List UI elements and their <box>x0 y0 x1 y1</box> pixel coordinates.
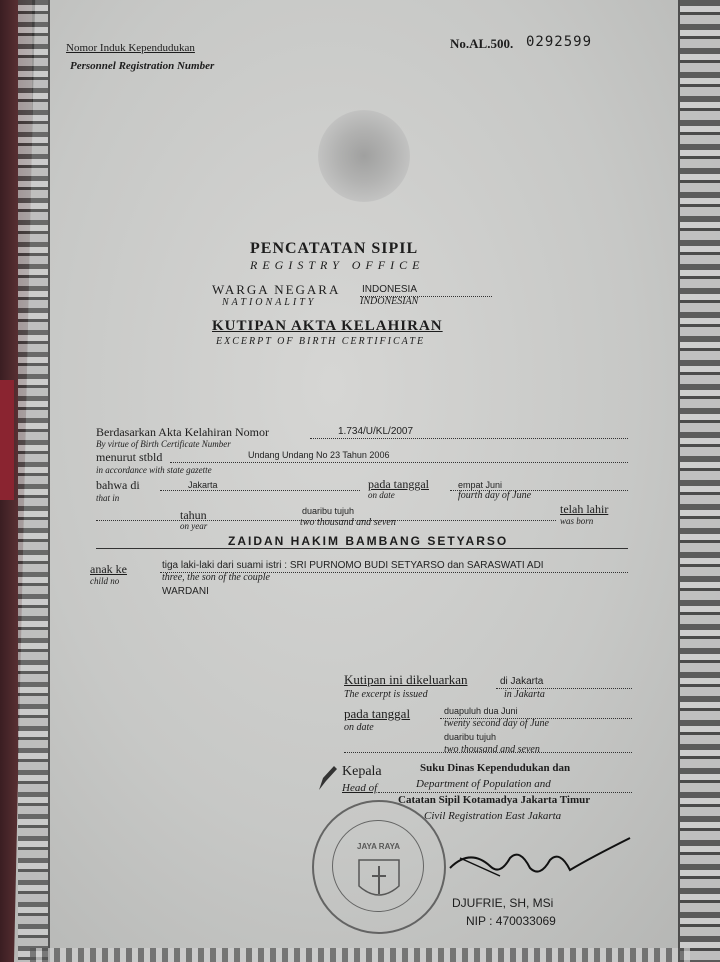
place-label-en: that in <box>96 493 120 503</box>
excerpt-title: KUTIPAN AKTA KELAHIRAN <box>212 318 443 334</box>
year-label-en: on year <box>180 521 208 531</box>
head-label: Kepala <box>342 764 382 779</box>
gazette-label: menurut stbld <box>96 450 163 464</box>
year-label: tahun <box>180 508 207 522</box>
place-value: Jakarta <box>188 480 218 490</box>
nik-label-en: Personnel Registration Number <box>70 60 215 72</box>
ornamental-border-left <box>18 0 50 962</box>
nationality-value-en: INDONESIAN <box>360 296 419 307</box>
basis-label: Berdasarkan Akta Kelahiran Nomor <box>96 425 269 439</box>
gazette-value: Undang Undang No 23 Tahun 2006 <box>248 450 390 460</box>
ornamental-border-right <box>678 0 720 962</box>
birth-date-value: empat Juni <box>458 480 503 490</box>
city-crest-icon <box>354 856 404 906</box>
ornamental-border-bottom <box>30 948 690 962</box>
child-value: tiga laki-laki dari suami istri : SRI PURNOMO BUDI SETYARSO dan SARASWATI ADI <box>162 560 544 571</box>
birth-date-label: pada tanggal <box>368 477 429 491</box>
background-accent <box>0 380 14 500</box>
child-value-cont: WARDANI <box>162 586 209 597</box>
official-name: DJUFRIE, SH, MSi <box>452 896 554 910</box>
issued-label-en: The excerpt is issued <box>344 689 428 700</box>
child-label: anak ke <box>90 562 127 576</box>
issued-value: di Jakarta <box>500 676 544 687</box>
year-value-en: two thousand and seven <box>300 517 396 528</box>
nationality-label: WARGA NEGARA <box>212 282 341 297</box>
national-emblem-watermark <box>318 110 410 202</box>
place-label: bahwa di <box>96 478 140 492</box>
pen-icon <box>316 764 338 792</box>
nationality-label-en: NATIONALITY <box>222 297 317 308</box>
dept-line2: Catatan Sipil Kotamadya Jakarta Timur <box>398 794 591 806</box>
basis-label-en: By virtue of Birth Certificate Number <box>96 439 231 449</box>
born-label-en: was born <box>560 516 594 526</box>
seal-text: JAYA RAYA <box>357 842 400 851</box>
issued-value-en: in Jakarta <box>504 689 545 700</box>
birth-date-value-en: fourth day of June <box>458 490 532 501</box>
official-nip: NIP : 470033069 <box>466 914 556 928</box>
official-seal <box>312 800 446 934</box>
issue-date-label-en: on date <box>344 722 374 733</box>
child-label-en: child no <box>90 576 120 586</box>
issue-year-value: duaribu tujuh <box>444 732 497 742</box>
issue-date-value: duapuluh dua Juni <box>444 706 518 716</box>
dept-line1-en: Department of Population and <box>416 778 551 790</box>
basis-value: 1.734/U/KL/2007 <box>338 426 414 437</box>
serial-number: 0292599 <box>526 34 593 50</box>
gazette-label-en: in accordance with state gazette <box>96 465 212 475</box>
dept-line1: Suku Dinas Kependudukan dan <box>420 762 571 774</box>
signature-mark <box>440 828 640 898</box>
year-value: duaribu tujuh <box>302 506 355 516</box>
issue-date-label: pada tanggal <box>344 706 411 721</box>
child-value-en: three, the son of the couple <box>162 572 270 583</box>
born-label: telah lahir <box>560 502 609 516</box>
nik-label: Nomor Induk Kependudukan <box>66 42 195 54</box>
serial-prefix: No.AL.500. <box>450 36 514 51</box>
dept-line2-en: Civil Registration East Jakarta <box>424 810 562 822</box>
registry-title: PENCATATAN SIPIL <box>250 240 419 257</box>
issued-label: Kutipan ini dikeluarkan <box>344 672 468 687</box>
registry-title-en: REGISTRY OFFICE <box>250 258 425 272</box>
birth-date-label-en: on date <box>368 490 395 500</box>
issue-year-value-en: two thousand and seven <box>444 744 540 755</box>
nationality-value: INDONESIA <box>362 284 418 295</box>
head-label-en: Head of <box>342 782 378 794</box>
issue-date-value-en: twenty second day of June <box>444 718 549 729</box>
child-name: ZAIDAN HAKIM BAMBANG SETYARSO <box>228 534 509 548</box>
excerpt-title-en: EXCERPT OF BIRTH CERTIFICATE <box>216 336 426 347</box>
